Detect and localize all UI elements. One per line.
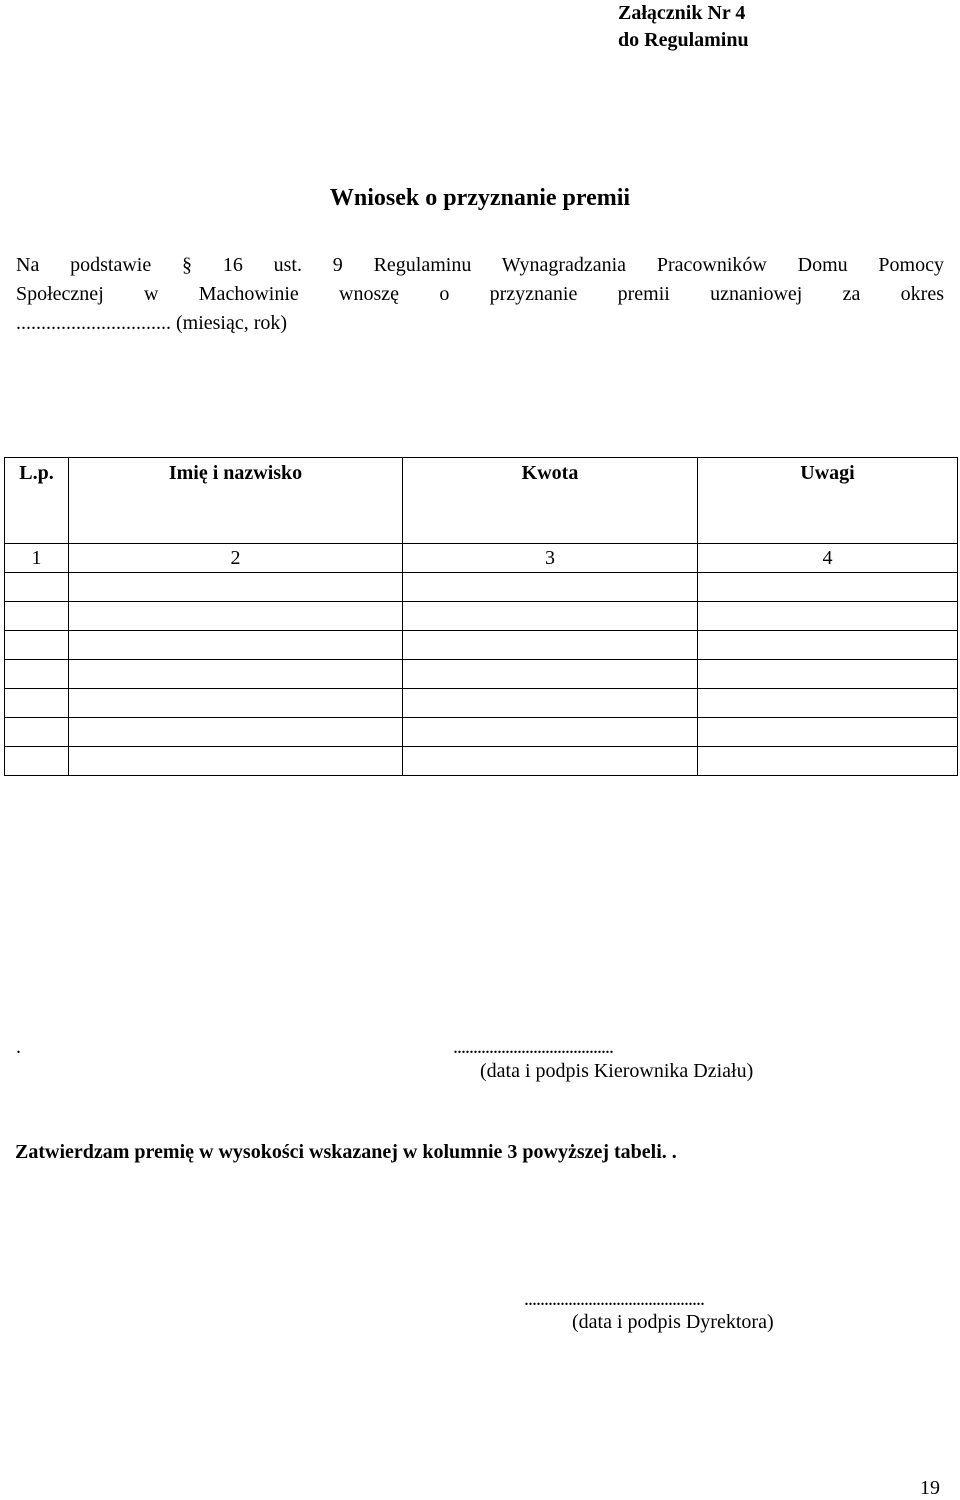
signature-label-manager: (data i podpis Kierownika Działu) bbox=[480, 1060, 754, 1082]
annex-header bbox=[618, 0, 749, 54]
table-cell[interactable] bbox=[698, 573, 958, 602]
table-cell[interactable] bbox=[698, 602, 958, 631]
table-row bbox=[5, 573, 958, 602]
table-cell[interactable] bbox=[69, 747, 403, 776]
table-cell[interactable] bbox=[5, 602, 69, 631]
table-cell[interactable] bbox=[5, 689, 69, 718]
table-cell[interactable] bbox=[69, 573, 403, 602]
table-cell[interactable] bbox=[5, 573, 69, 602]
intro-line-3: ............................... (miesiąc, rok) bbox=[16, 312, 288, 334]
page-number: 19 bbox=[920, 1477, 940, 1499]
table-cell[interactable] bbox=[5, 660, 69, 689]
approval-statement: Zatwierdzam premię w wysokości wskazanej w kolumnie 3 powyższej tabeli. . bbox=[15, 1141, 677, 1163]
table-cell[interactable] bbox=[403, 718, 698, 747]
header-cell-notes: Uwagi bbox=[698, 458, 958, 544]
signature-dot-left: . bbox=[16, 1036, 21, 1058]
intro-line-1: Na podstawie § 16 ust. 9 Regulaminu Wynagradzania Pracowników Domu Pomocy bbox=[16, 254, 944, 276]
table-cell[interactable] bbox=[69, 660, 403, 689]
table-row bbox=[5, 718, 958, 747]
intro-line-2: Społecznej w Machowinie wnoszę o przyznanie premii uznaniowej za okres bbox=[16, 283, 944, 305]
column-number-3: 3 bbox=[403, 544, 698, 573]
document-title bbox=[0, 185, 960, 212]
header-cell-name: Imię i nazwisko bbox=[69, 458, 403, 544]
table-cell[interactable] bbox=[698, 718, 958, 747]
table-cell[interactable] bbox=[5, 718, 69, 747]
table-cell[interactable] bbox=[698, 747, 958, 776]
table-cell[interactable] bbox=[403, 631, 698, 660]
signature-dots-director: ............................................. bbox=[524, 1288, 704, 1310]
table-cell[interactable] bbox=[403, 602, 698, 631]
document-title-text: Wniosek o przyznanie premii bbox=[329, 185, 631, 211]
annex-line-2: do Regulaminu bbox=[618, 29, 749, 51]
table-cell[interactable] bbox=[403, 747, 698, 776]
header-cell-amount: Kwota bbox=[403, 458, 698, 544]
column-number-1: 1 bbox=[5, 544, 69, 573]
table-cell[interactable] bbox=[69, 631, 403, 660]
table-row bbox=[5, 602, 958, 631]
annex-line-1: Załącznik Nr 4 bbox=[618, 2, 746, 24]
header-cell-lp: L.p. bbox=[5, 458, 69, 544]
column-number-4: 4 bbox=[698, 544, 958, 573]
table-cell[interactable] bbox=[69, 602, 403, 631]
signature-label-director: (data i podpis Dyrektora) bbox=[572, 1311, 774, 1333]
table-row bbox=[5, 689, 958, 718]
table-row bbox=[5, 660, 958, 689]
signature-dots-manager: ........................................ bbox=[453, 1036, 613, 1058]
table-cell[interactable] bbox=[5, 631, 69, 660]
table-cell[interactable] bbox=[698, 689, 958, 718]
table-cell[interactable] bbox=[698, 660, 958, 689]
table-row bbox=[5, 747, 958, 776]
table-header-row bbox=[5, 458, 958, 544]
table-number-row bbox=[5, 544, 958, 573]
table-cell[interactable] bbox=[69, 718, 403, 747]
table-row bbox=[5, 631, 958, 660]
table-cell[interactable] bbox=[5, 747, 69, 776]
table-cell[interactable] bbox=[403, 660, 698, 689]
bonus-table bbox=[4, 457, 958, 776]
table-cell[interactable] bbox=[69, 689, 403, 718]
table-cell[interactable] bbox=[698, 631, 958, 660]
column-number-2: 2 bbox=[69, 544, 403, 573]
table-cell[interactable] bbox=[403, 573, 698, 602]
table-cell[interactable] bbox=[403, 689, 698, 718]
